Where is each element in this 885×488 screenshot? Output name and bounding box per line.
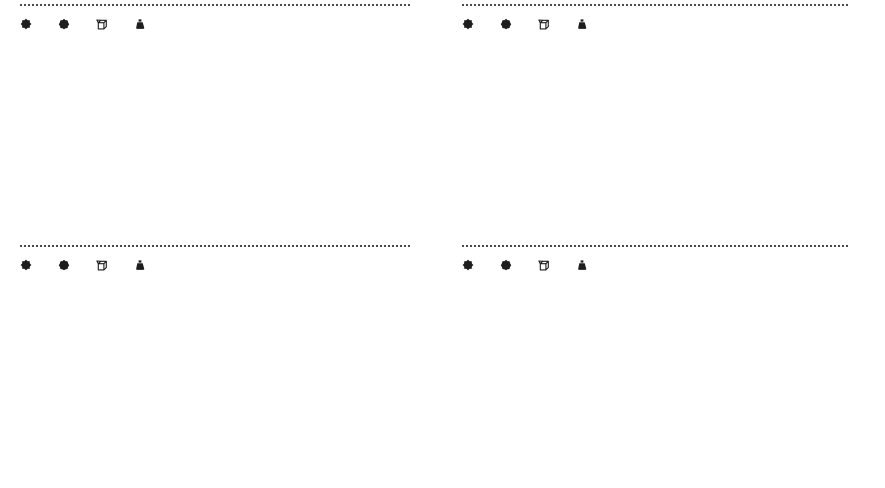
dotted-divider — [462, 4, 848, 6]
fabric-swatch-icon — [20, 259, 32, 271]
volume-box-icon — [538, 259, 550, 271]
dotted-divider — [20, 4, 410, 6]
technical-drawing — [20, 44, 410, 204]
weight-icon — [134, 259, 146, 271]
spec-volume — [538, 18, 558, 30]
dotted-divider — [462, 245, 848, 247]
fabric-swatch-icon — [462, 259, 474, 271]
weight-icon — [576, 259, 588, 271]
leather-hide-icon — [58, 259, 70, 271]
dotted-divider — [20, 245, 410, 247]
fabric-swatch-icon — [20, 18, 32, 30]
product-card — [462, 243, 848, 445]
spec-weight — [576, 18, 596, 30]
fabric-swatch-icon — [462, 18, 474, 30]
spec-row — [20, 16, 410, 32]
spec-weight — [134, 259, 154, 271]
spec-fabric-meters — [20, 18, 40, 30]
spec-row — [462, 257, 848, 273]
spec-leather-area — [500, 259, 520, 271]
technical-drawing — [462, 285, 848, 445]
spec-leather-area — [58, 18, 78, 30]
volume-box-icon — [96, 18, 108, 30]
volume-box-icon — [96, 259, 108, 271]
spec-row — [20, 257, 410, 273]
spec-weight — [134, 18, 154, 30]
spec-fabric-meters — [20, 259, 40, 271]
spec-row — [462, 16, 848, 32]
volume-box-icon — [538, 18, 550, 30]
spec-fabric-meters — [462, 18, 482, 30]
leather-hide-icon — [58, 18, 70, 30]
leather-hide-icon — [500, 259, 512, 271]
product-card — [20, 2, 410, 204]
spec-volume — [96, 18, 116, 30]
spec-leather-area — [500, 18, 520, 30]
product-card — [20, 243, 410, 445]
spec-volume — [96, 259, 116, 271]
technical-drawing — [20, 285, 410, 445]
leather-hide-icon — [500, 18, 512, 30]
spec-fabric-meters — [462, 259, 482, 271]
weight-icon — [576, 18, 588, 30]
spec-volume — [538, 259, 558, 271]
product-card — [462, 2, 848, 204]
spec-weight — [576, 259, 596, 271]
technical-drawing — [462, 44, 848, 204]
weight-icon — [134, 18, 146, 30]
spec-leather-area — [58, 259, 78, 271]
